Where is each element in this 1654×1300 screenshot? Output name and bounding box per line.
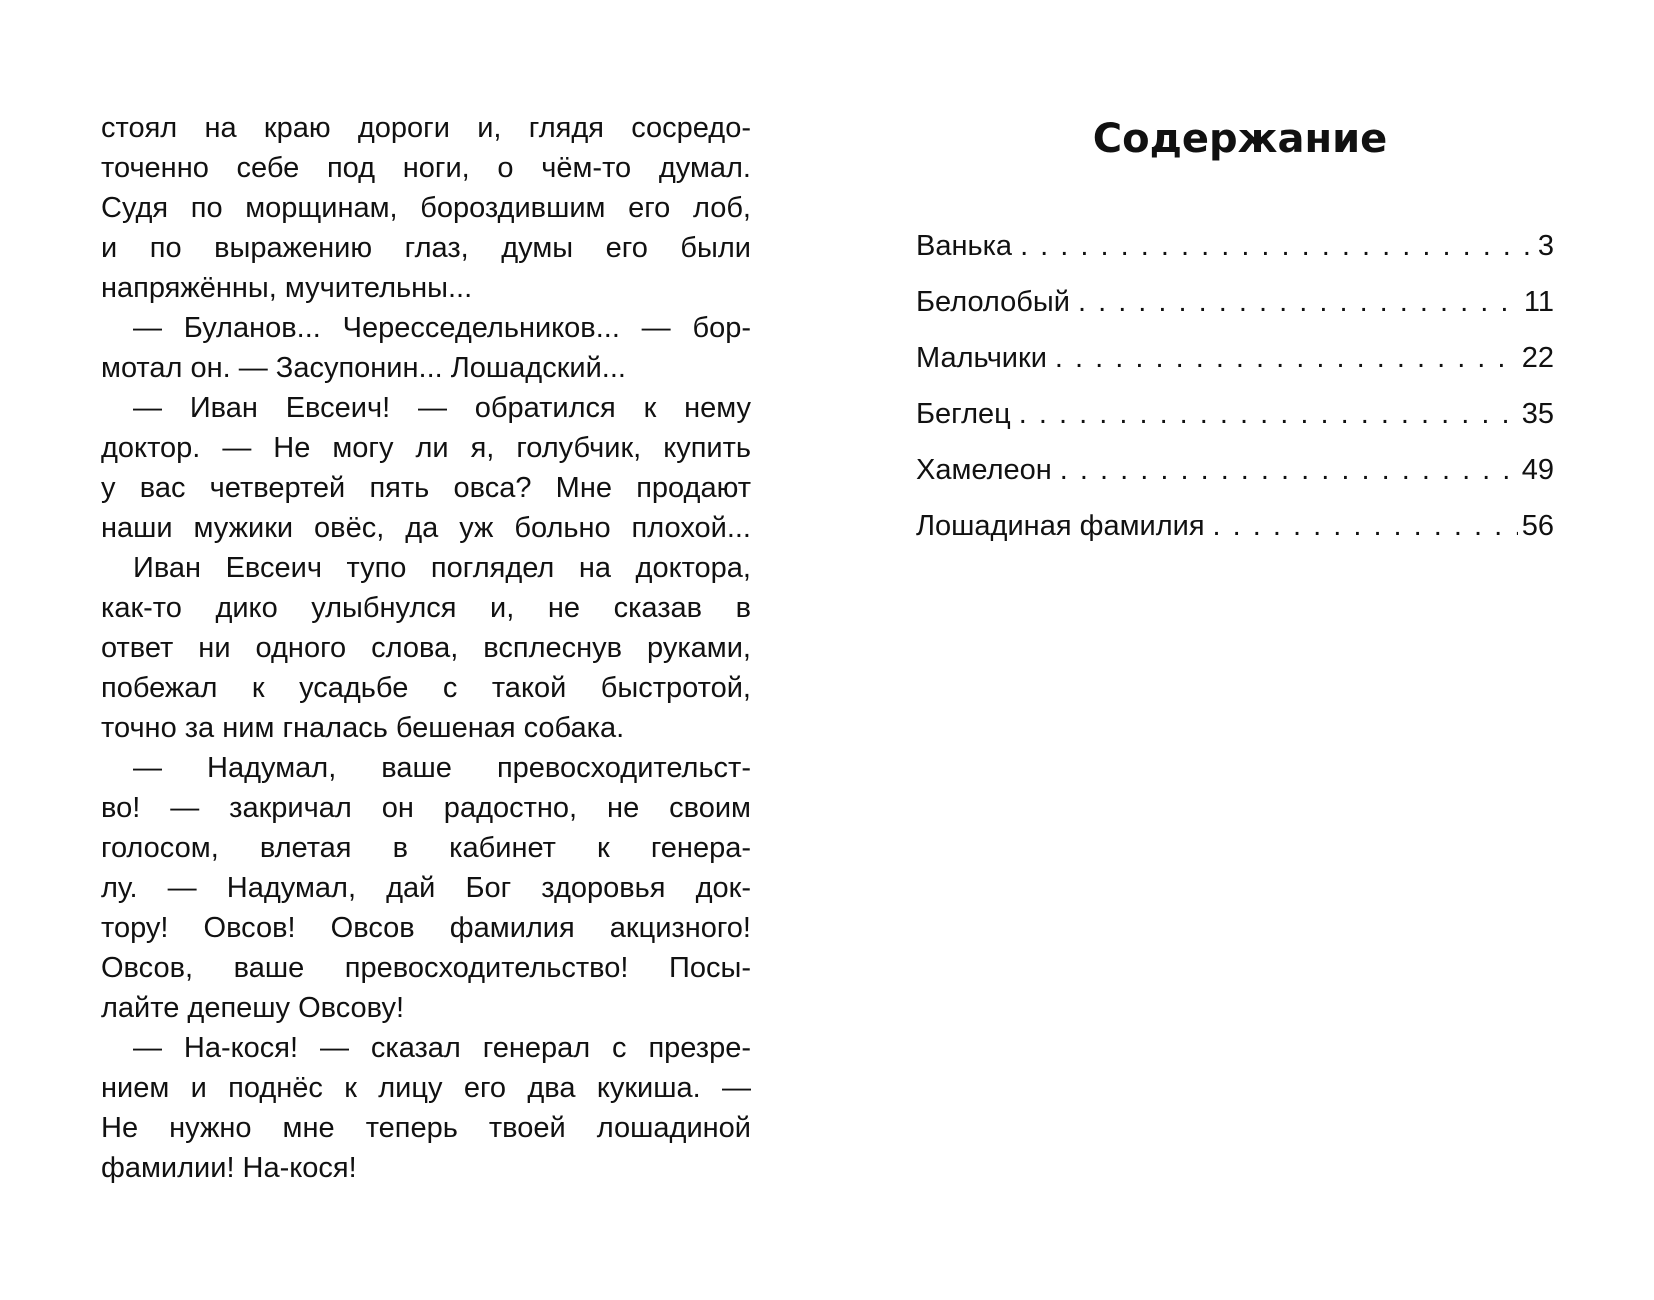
text-line: ответ ни одного слова, всплеснув руками,	[101, 632, 751, 664]
text-line: Овсов, ваше превосходительство! Посы-	[101, 952, 751, 984]
text-line: у вас четвертей пять овса? Мне продают	[101, 472, 751, 504]
text-line: наши мужики овёс, да уж больно плохой...	[101, 512, 751, 544]
toc-entry-title: Беглец	[916, 398, 1011, 430]
text-line: Не нужно мне теперь твоей лошадиной	[101, 1112, 751, 1144]
toc-entry-page: 35	[1521, 398, 1554, 430]
text-line: точно за ним гналась бешеная собака.	[101, 712, 625, 744]
toc-entry[interactable]	[916, 274, 1554, 330]
text-line: — Иван Евсеич! — обратился к нему	[133, 392, 751, 424]
text-line: мотал он. — Засупонин... Лошадский...	[101, 352, 626, 384]
text-line: нием и поднёс к лицу его два кукиша. —	[101, 1072, 751, 1104]
text-line: Иван Евсеич тупо поглядел на доктора,	[133, 552, 751, 584]
text-line: как-то дико улыбнулся и, не сказав в	[101, 592, 751, 624]
text-line: фамилии! На-кося!	[101, 1152, 357, 1184]
toc-entry-title: Белолобый	[916, 286, 1070, 318]
text-line: — Буланов... Чересседельников... — бор-	[133, 312, 751, 344]
text-line: точенно себе под ноги, о чём-то думал.	[101, 152, 751, 184]
table-of-contents-page	[916, 108, 1554, 554]
toc-dot-leader	[1060, 442, 1518, 498]
toc-dot-leader	[1213, 498, 1518, 554]
toc-entry-title: Мальчики	[916, 342, 1047, 374]
toc-entry-page: 3	[1537, 230, 1554, 262]
text-line: голосом, влетая в кабинет к генера-	[101, 832, 751, 864]
text-line: побежал к усадьбе с такой быстротой,	[101, 672, 751, 704]
toc-list	[916, 218, 1554, 554]
toc-entry-page: 11	[1523, 286, 1554, 318]
toc-entry[interactable]	[916, 498, 1554, 554]
toc-entry[interactable]	[916, 218, 1554, 274]
toc-dot-leader	[1055, 330, 1518, 386]
text-line: — На-кося! — сказал генерал с презре-	[133, 1032, 751, 1064]
toc-entry-title: Ванька	[916, 230, 1013, 262]
toc-entry[interactable]	[916, 386, 1554, 442]
text-line: Судя по морщинам, бороздившим его лоб,	[101, 192, 751, 224]
toc-entry-page: 22	[1521, 342, 1554, 374]
toc-entry[interactable]	[916, 330, 1554, 386]
text-line: лу. — Надумал, дай Бог здоровья док-	[101, 872, 751, 904]
toc-entry-page: 56	[1521, 510, 1554, 542]
toc-entry-title: Хамелеон	[916, 454, 1052, 486]
toc-dot-leader	[1019, 386, 1518, 442]
text-line: доктор. — Не могу ли я, голубчик, купить	[101, 432, 751, 464]
toc-entry[interactable]	[916, 442, 1554, 498]
text-line: тору! Овсов! Овсов фамилия акцизного!	[101, 912, 751, 944]
text-line: — Надумал, ваше превосходительст-	[133, 752, 751, 784]
text-line: лайте депешу Овсову!	[101, 992, 405, 1024]
text-line: во! — закричал он радостно, не своим	[101, 792, 751, 824]
toc-entry-title: Лошадиная фамилия	[916, 510, 1205, 542]
toc-dot-leader	[1020, 218, 1534, 274]
toc-dot-leader	[1078, 274, 1520, 330]
story-text-page	[101, 108, 751, 1188]
toc-title: Содержание	[1092, 116, 1388, 162]
text-line: стоял на краю дороги и, глядя сосредо-	[101, 112, 751, 144]
toc-entry-page: 49	[1521, 454, 1554, 486]
text-line: и по выражению глаз, думы его были	[101, 232, 751, 264]
text-line: напряжённы, мучительны...	[101, 272, 473, 304]
